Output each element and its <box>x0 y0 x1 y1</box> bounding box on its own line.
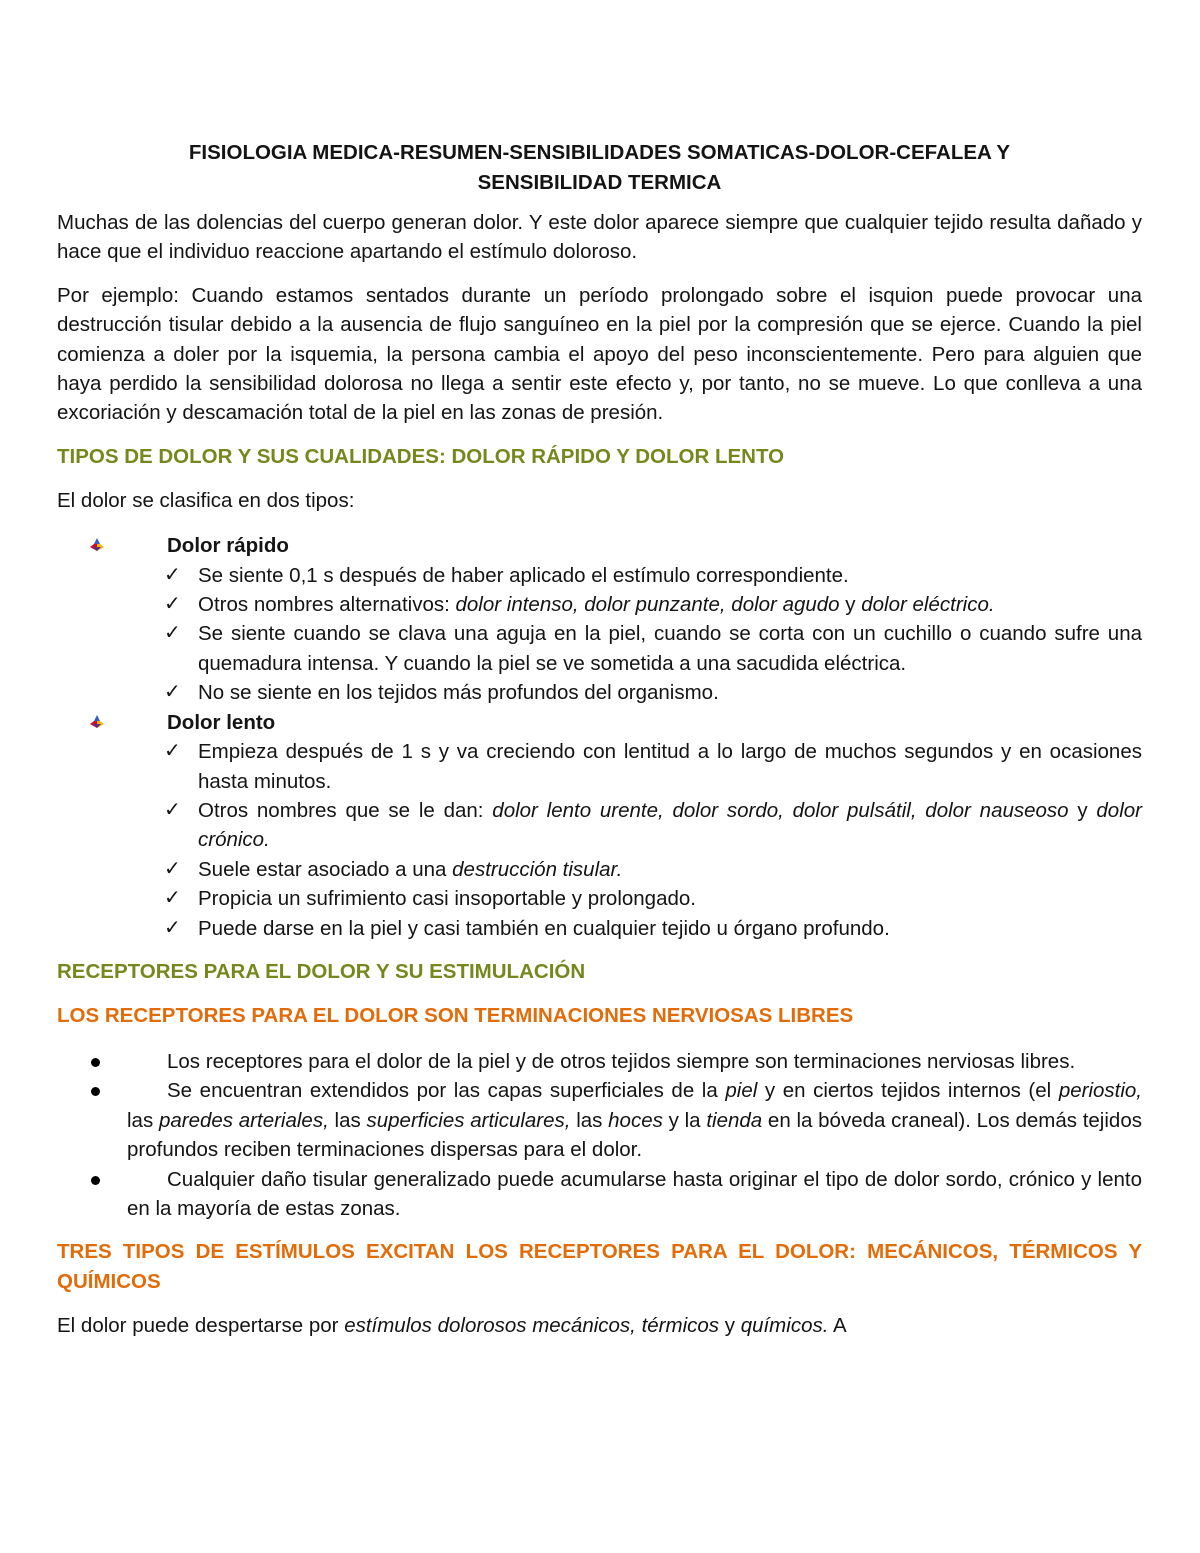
bullet-dot-icon <box>91 1058 100 1067</box>
list-item-text: Otros nombres alternativos: <box>198 593 456 617</box>
paragraph-text: El dolor puede despertarse por <box>57 1314 345 1338</box>
paragraph-text: A <box>828 1314 847 1338</box>
list-item <box>57 796 1142 855</box>
checkmark-icon: ✓ <box>164 887 181 910</box>
section-heading-tipos-dolor: TIPOS DE DOLOR Y SUS CUALIDADES: DOLOR RÁPIDO Y DOLOR LENTO <box>57 444 785 468</box>
bullet-text: y la <box>662 1108 707 1132</box>
list-item-text: Suele estar asociado a una <box>198 857 453 881</box>
bullet-text: las <box>328 1108 367 1132</box>
bullet-text: en la bóveda craneal). Los demás tejidos profundos reciben terminaciones dispersas para el dolor. <box>127 1108 1142 1162</box>
section-heading-estimulos: TRES TIPOS DE ESTÍMULOS EXCITAN LOS RECEPTORES PARA EL DOLOR: MECÁNICOS, TÉRMICOS Y QUÍMICOS <box>57 1240 1142 1294</box>
list-item-italic: dolor intenso, dolor punzante, dolor agudo <box>455 593 840 617</box>
bullet-italic: superficies articulares, <box>366 1108 571 1132</box>
bullet-text: Los receptores para el dolor de la piel y de otros tejidos siempre son terminaciones nerviosas libres. <box>167 1049 1076 1073</box>
list-item <box>57 678 1142 707</box>
section-heading-receptores: RECEPTORES PARA EL DOLOR Y SU ESTIMULACIÓN <box>57 959 586 983</box>
checkmark-icon: ✓ <box>164 798 181 821</box>
intro-paragraph-1: Muchas de las dolencias del cuerpo generan dolor. Y este dolor aparece siempre que cualquier tejido resulta dañado y hace que el individuo reaccione apartando el estímulo doloroso. <box>57 211 1142 264</box>
type-label: Dolor rápido <box>167 534 289 558</box>
intro-paragraph-2: Por ejemplo: Cuando estamos sentados durante un período prolongado sobre el isquion puede provocar una destrucción tisular debido a la ausencia de flujo sanguíneo en la piel por la compresión que se ejerce. Cuando la piel comienza a doler por la isquemia, la persona cambia el apoyo del peso inconscientemente. Pero para alguien que haya perdido la sensibilidad dolorosa no llega a sentir este efecto y, por tanto, no se mueve. Lo que conlleva a una excoriación y descamación total de la piel en las zonas de presión. <box>57 283 1142 425</box>
list-item <box>57 737 1142 796</box>
list-item-text: Se siente 0,1 s después de haber aplicado el estímulo correspondiente. <box>198 563 849 587</box>
list-item-italic: dolor eléctrico. <box>861 593 995 617</box>
list-item-text: Empieza después de 1 s y va creciendo con lentitud a lo largo de muchos segundos y en ocasiones hasta minutos. <box>198 740 1142 793</box>
list-item-text: y <box>1068 798 1097 822</box>
list-item-italic: destrucción tisular. <box>452 857 623 881</box>
bullet-text: Cualquier daño tisular generalizado puede acumularse hasta originar el tipo de dolor sordo, crónico y lento en la mayoría de estas zonas. <box>127 1167 1142 1220</box>
list-item-text: Propicia un sufrimiento casi insoportable y prolongado. <box>198 887 696 911</box>
document-title <box>57 138 1142 198</box>
subheading-terminaciones: LOS RECEPTORES PARA EL DOLOR SON TERMINACIONES NERVIOSAS LIBRES <box>57 1003 854 1027</box>
document-page <box>57 138 1142 1355</box>
bullet-item <box>57 1165 1142 1224</box>
list-item <box>57 884 1142 913</box>
bullet-dot-icon <box>91 1176 100 1185</box>
bullet-italic: piel <box>725 1079 758 1103</box>
bullet-text: las <box>127 1108 159 1132</box>
bullet-item <box>57 1047 1142 1076</box>
paragraph-text: y <box>719 1314 741 1338</box>
title-line-2: SENSIBILIDAD TERMICA <box>477 171 722 194</box>
bullet-text: y en ciertos tejidos internos (el <box>757 1079 1059 1103</box>
bullet-italic: hoces <box>608 1108 663 1132</box>
checkmark-icon: ✓ <box>164 681 181 704</box>
type-dolor-rapido <box>57 531 1142 560</box>
estimulos-paragraph <box>57 1311 1142 1340</box>
list-item-text: No se siente en los tejidos más profundos del organismo. <box>198 681 719 705</box>
list-item-italic: dolor crónico. <box>198 798 1142 852</box>
type-label: Dolor lento <box>167 710 276 734</box>
list-item <box>57 914 1142 943</box>
checkmark-icon: ✓ <box>164 740 181 763</box>
bullet-italic: periostio, <box>1058 1079 1142 1103</box>
list-item-italic: dolor lento urente, dolor sordo, dolor pulsátil, dolor nauseoso <box>492 798 1069 822</box>
list-item <box>57 855 1142 884</box>
title-line-1: FISIOLOGIA MEDICA-RESUMEN-SENSIBILIDADES SOMATICAS-DOLOR-CEFALEA Y <box>188 141 1011 164</box>
section-intro: El dolor se clasifica en dos tipos: <box>57 488 355 512</box>
list-item-text: Otros nombres que se le dan: <box>198 798 493 822</box>
checkmark-icon: ✓ <box>164 622 181 645</box>
list-item <box>57 561 1142 590</box>
list-item-text: y <box>839 593 862 617</box>
bullet-text: las <box>570 1108 609 1132</box>
bullet-dot-icon <box>91 1087 100 1096</box>
bullet-item <box>57 1076 1142 1164</box>
list-item <box>57 619 1142 678</box>
list-item <box>57 590 1142 619</box>
checkmark-icon: ✓ <box>164 916 181 939</box>
bullet-italic: paredes arteriales, <box>158 1108 329 1132</box>
bullet-italic: tienda <box>706 1108 763 1132</box>
paragraph-italic: químicos. <box>740 1314 829 1338</box>
four-color-arrow-icon <box>89 537 105 553</box>
paragraph-italic: estímulos dolorosos mecánicos, térmicos <box>344 1314 720 1338</box>
four-color-arrow-icon <box>89 714 105 730</box>
checkmark-icon: ✓ <box>164 563 181 586</box>
checkmark-icon: ✓ <box>164 857 181 880</box>
bullet-text: Se encuentran extendidos por las capas superficiales de la <box>167 1079 726 1103</box>
list-item-text: Puede darse en la piel y casi también en cualquier tejido u órgano profundo. <box>198 916 890 940</box>
checkmark-icon: ✓ <box>164 593 181 616</box>
type-dolor-lento <box>57 708 1142 737</box>
list-item-text: Se siente cuando se clava una aguja en la piel, cuando se corta con un cuchillo o cuando sufre una quemadura intensa. Y cuando la piel se ve sometida a una sacudida eléctrica. <box>198 622 1142 675</box>
